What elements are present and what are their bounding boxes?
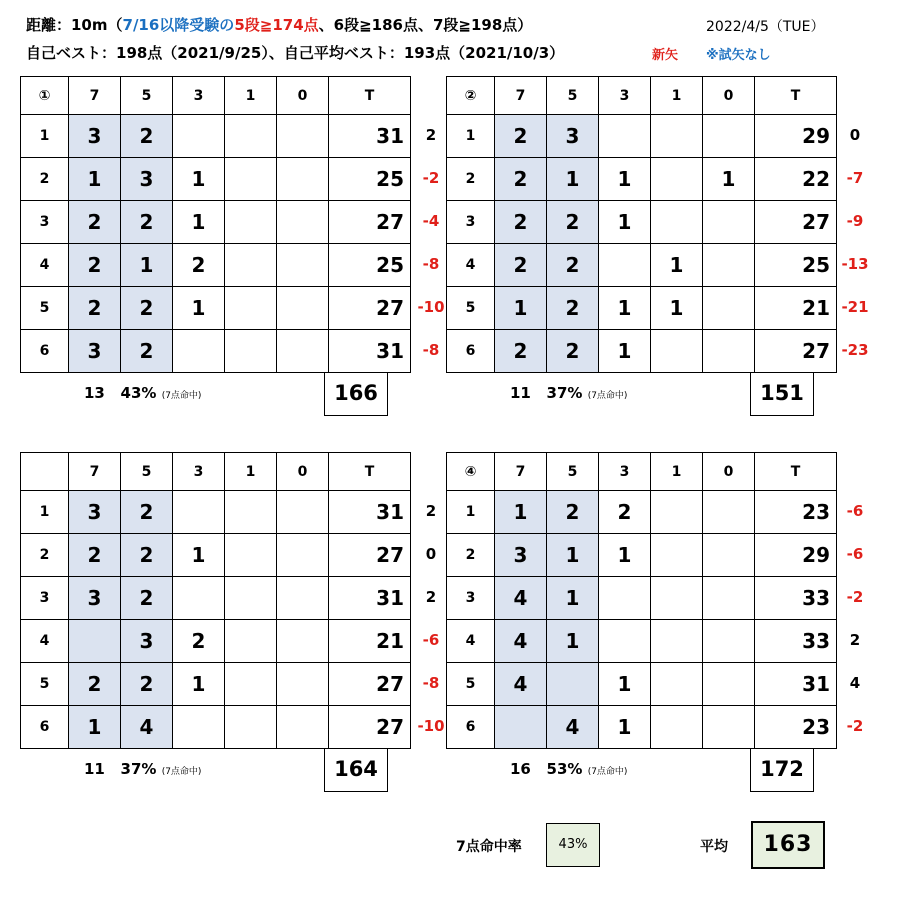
end-total: 23: [755, 491, 837, 534]
cumulative-diff: -6: [422, 631, 440, 649]
table-row: [447, 663, 837, 706]
count-cell: 2: [495, 330, 547, 373]
count-cell: [69, 620, 121, 663]
end-total: 25: [755, 244, 837, 287]
column-header: 5: [121, 453, 173, 491]
count-cell: [225, 663, 277, 706]
hit-summary: [84, 384, 201, 402]
count-cell: [225, 534, 277, 577]
cumulative-diff: -8: [422, 341, 440, 359]
cumulative-diff: 2: [425, 502, 437, 520]
end-number: 4: [447, 620, 495, 663]
end-number: 6: [447, 706, 495, 749]
cumulative-diff: 2: [425, 126, 437, 144]
hit-count: 13: [84, 384, 105, 402]
end-number: 2: [447, 534, 495, 577]
count-cell: [225, 491, 277, 534]
count-cell: [703, 287, 755, 330]
end-number: 5: [447, 663, 495, 706]
end-number: 2: [447, 158, 495, 201]
count-cell: 2: [547, 201, 599, 244]
hit-count: 11: [510, 384, 531, 402]
round-number: ①: [21, 77, 69, 115]
table-row: [21, 534, 411, 577]
end-total: 33: [755, 620, 837, 663]
count-cell: 1: [599, 158, 651, 201]
end-number: 5: [447, 287, 495, 330]
count-cell: 2: [121, 577, 173, 620]
end-number: 3: [21, 577, 69, 620]
end-total: 31: [329, 491, 411, 534]
table-row: [447, 287, 837, 330]
count-cell: 2: [121, 491, 173, 534]
count-cell: [651, 663, 703, 706]
round-total: 166: [324, 372, 388, 416]
cumulative-diff: 4: [849, 674, 861, 692]
count-cell: 1: [599, 201, 651, 244]
count-cell: 2: [547, 491, 599, 534]
cumulative-diff: 0: [849, 126, 861, 144]
count-cell: [173, 330, 225, 373]
count-cell: [173, 115, 225, 158]
count-cell: [703, 620, 755, 663]
end-total: 29: [755, 534, 837, 577]
round-total: 151: [750, 372, 814, 416]
count-cell: 2: [495, 158, 547, 201]
table-row: [21, 158, 411, 201]
cumulative-diff: 0: [425, 545, 437, 563]
legend-new-arrows: 新矢: [652, 48, 679, 63]
end-number: 6: [21, 330, 69, 373]
count-cell: 1: [173, 287, 225, 330]
count-cell: 2: [121, 663, 173, 706]
count-cell: [225, 287, 277, 330]
column-header: 7: [495, 77, 547, 115]
end-total: 27: [329, 706, 411, 749]
table-row: [21, 620, 411, 663]
count-cell: 1: [547, 620, 599, 663]
end-total: 31: [329, 577, 411, 620]
table-row: [21, 491, 411, 534]
hit-note: (7点命中): [587, 391, 628, 401]
count-cell: [703, 577, 755, 620]
count-cell: [703, 663, 755, 706]
round-number: ④: [447, 453, 495, 491]
cumulative-diff: -23: [841, 341, 869, 359]
count-cell: 2: [69, 534, 121, 577]
count-cell: 3: [495, 534, 547, 577]
count-cell: [651, 706, 703, 749]
end-number: 3: [21, 201, 69, 244]
distance-title: [26, 14, 532, 35]
count-cell: [651, 115, 703, 158]
hit-count: 16: [510, 760, 531, 778]
count-cell: [495, 706, 547, 749]
column-header: 7: [69, 453, 121, 491]
column-header: T: [329, 453, 411, 491]
count-cell: 4: [495, 663, 547, 706]
count-cell: 2: [495, 115, 547, 158]
legend-no-test-arrows: ※試矢なし: [706, 48, 771, 63]
column-header: 7: [495, 453, 547, 491]
count-cell: [651, 577, 703, 620]
count-cell: [225, 244, 277, 287]
count-cell: [277, 663, 329, 706]
cumulative-diff: -2: [846, 588, 864, 606]
end-total: 31: [329, 330, 411, 373]
count-cell: 3: [69, 577, 121, 620]
end-number: 3: [447, 201, 495, 244]
grade5-threshold: 5段≧174点: [234, 16, 319, 34]
cumulative-diff: -9: [846, 212, 864, 230]
count-cell: [703, 534, 755, 577]
hit-note: (7点命中): [161, 767, 202, 777]
end-total: 33: [755, 577, 837, 620]
end-total: 22: [755, 158, 837, 201]
count-cell: [277, 158, 329, 201]
count-cell: [599, 620, 651, 663]
count-cell: 1: [173, 158, 225, 201]
end-number: 3: [447, 577, 495, 620]
count-cell: 1: [547, 158, 599, 201]
count-cell: 1: [651, 287, 703, 330]
count-cell: [173, 706, 225, 749]
end-total: 27: [329, 534, 411, 577]
round-number: ②: [447, 77, 495, 115]
count-cell: [277, 115, 329, 158]
hit-percent: 53%: [546, 760, 583, 778]
average-label: 平均: [700, 839, 728, 855]
count-cell: [277, 201, 329, 244]
end-number: 2: [21, 158, 69, 201]
count-cell: [599, 115, 651, 158]
count-cell: 1: [547, 534, 599, 577]
cumulative-diff: -2: [846, 717, 864, 735]
column-header: 5: [547, 453, 599, 491]
cumulative-diff: -8: [422, 674, 440, 692]
cumulative-diff: 2: [425, 588, 437, 606]
count-cell: [703, 706, 755, 749]
count-cell: [225, 115, 277, 158]
count-cell: 2: [547, 287, 599, 330]
column-header: 0: [277, 453, 329, 491]
end-total: 27: [329, 663, 411, 706]
count-cell: 2: [495, 244, 547, 287]
count-cell: 1: [173, 663, 225, 706]
table-row: [447, 577, 837, 620]
end-total: 29: [755, 115, 837, 158]
count-cell: 2: [173, 244, 225, 287]
round-number: [21, 453, 69, 491]
hit-rate-label: 7点命中率: [456, 839, 522, 855]
column-header: 3: [173, 453, 225, 491]
table-row: [21, 330, 411, 373]
count-cell: 2: [547, 330, 599, 373]
count-cell: 2: [121, 201, 173, 244]
count-cell: 1: [651, 244, 703, 287]
count-cell: [173, 577, 225, 620]
count-cell: 2: [495, 201, 547, 244]
end-total: 23: [755, 706, 837, 749]
count-cell: [225, 330, 277, 373]
table-row: [447, 244, 837, 287]
count-cell: [173, 491, 225, 534]
count-cell: [277, 620, 329, 663]
table-row: [21, 115, 411, 158]
end-number: 4: [447, 244, 495, 287]
end-number: 5: [21, 663, 69, 706]
hit-count: 11: [84, 760, 105, 778]
count-cell: 1: [599, 330, 651, 373]
count-cell: [599, 244, 651, 287]
count-cell: [651, 330, 703, 373]
round-total: 172: [750, 748, 814, 792]
count-cell: 1: [69, 706, 121, 749]
table-row: [21, 287, 411, 330]
scorecard-table: [20, 76, 411, 373]
cumulative-diff: -13: [841, 255, 869, 273]
cumulative-diff: -7: [846, 169, 864, 187]
count-cell: 4: [495, 620, 547, 663]
hit-note: (7点命中): [587, 767, 628, 777]
column-header: T: [755, 77, 837, 115]
count-cell: [225, 577, 277, 620]
column-header: T: [755, 453, 837, 491]
column-header: 7: [69, 77, 121, 115]
scorecard-table: [20, 452, 411, 749]
end-number: 4: [21, 620, 69, 663]
count-cell: [703, 115, 755, 158]
count-cell: [225, 620, 277, 663]
grade-thresholds: 、6段≧186点、7段≧198点）: [318, 16, 533, 34]
column-header: 3: [599, 77, 651, 115]
end-total: 25: [329, 244, 411, 287]
cumulative-diff: -6: [846, 502, 864, 520]
column-header: 0: [703, 453, 755, 491]
count-cell: 3: [547, 115, 599, 158]
cumulative-diff: -6: [846, 545, 864, 563]
average-value: 163: [751, 821, 825, 869]
count-cell: 1: [599, 663, 651, 706]
exam-condition: 7/16以降受験の: [122, 16, 235, 34]
count-cell: [225, 201, 277, 244]
column-header: 3: [173, 77, 225, 115]
end-number: 1: [447, 491, 495, 534]
count-cell: 4: [121, 706, 173, 749]
count-cell: [277, 491, 329, 534]
table-row: [21, 244, 411, 287]
column-header: 3: [599, 453, 651, 491]
table-row: [21, 577, 411, 620]
end-total: 27: [755, 201, 837, 244]
table-row: [447, 620, 837, 663]
count-cell: 2: [69, 244, 121, 287]
count-cell: 2: [547, 244, 599, 287]
column-header: 1: [225, 453, 277, 491]
end-total: 27: [755, 330, 837, 373]
end-number: 1: [21, 115, 69, 158]
count-cell: [703, 330, 755, 373]
table-row: [21, 663, 411, 706]
column-header: 5: [547, 77, 599, 115]
round-total: 164: [324, 748, 388, 792]
table-row: [447, 201, 837, 244]
table-row: [447, 534, 837, 577]
count-cell: 4: [547, 706, 599, 749]
end-total: 21: [329, 620, 411, 663]
cumulative-diff: -10: [417, 717, 445, 735]
cumulative-diff: -21: [841, 298, 869, 316]
hit-percent: 37%: [546, 384, 583, 402]
count-cell: 1: [495, 491, 547, 534]
count-cell: 1: [495, 287, 547, 330]
count-cell: 2: [69, 663, 121, 706]
count-cell: 1: [599, 706, 651, 749]
count-cell: 1: [173, 201, 225, 244]
table-row: [447, 158, 837, 201]
count-cell: 2: [69, 287, 121, 330]
count-cell: 3: [121, 620, 173, 663]
count-cell: [651, 620, 703, 663]
table-row: [21, 201, 411, 244]
count-cell: [277, 534, 329, 577]
count-cell: 2: [121, 287, 173, 330]
hit-note: (7点命中): [161, 391, 202, 401]
hit-rate-value: 43%: [546, 823, 600, 867]
end-number: 2: [21, 534, 69, 577]
count-cell: [277, 244, 329, 287]
table-row: [447, 115, 837, 158]
cumulative-diff: 2: [849, 631, 861, 649]
column-header: 1: [225, 77, 277, 115]
count-cell: 2: [121, 534, 173, 577]
count-cell: [225, 706, 277, 749]
count-cell: 3: [69, 115, 121, 158]
column-header: 0: [703, 77, 755, 115]
count-cell: 3: [69, 491, 121, 534]
count-cell: 3: [69, 330, 121, 373]
count-cell: 2: [121, 330, 173, 373]
end-total: 27: [329, 287, 411, 330]
scorecard-table: [446, 452, 837, 749]
cumulative-diff: -2: [422, 169, 440, 187]
end-total: 21: [755, 287, 837, 330]
distance-label: 距離：10m（: [26, 16, 123, 34]
personal-best: 自己ベスト：198点（2021/9/25）、自己平均ベスト：193点（2021/10/3）: [26, 44, 565, 62]
count-cell: [547, 663, 599, 706]
cumulative-diff: -8: [422, 255, 440, 273]
count-cell: [651, 201, 703, 244]
count-cell: 1: [599, 534, 651, 577]
count-cell: 3: [121, 158, 173, 201]
end-total: 27: [329, 201, 411, 244]
end-number: 1: [447, 115, 495, 158]
column-header: 5: [121, 77, 173, 115]
count-cell: 1: [599, 287, 651, 330]
scorecard-table: [446, 76, 837, 373]
count-cell: [225, 158, 277, 201]
count-cell: 1: [547, 577, 599, 620]
count-cell: 2: [121, 115, 173, 158]
table-row: [447, 706, 837, 749]
column-header: 0: [277, 77, 329, 115]
table-row: [21, 706, 411, 749]
count-cell: [651, 491, 703, 534]
end-number: 6: [21, 706, 69, 749]
count-cell: [703, 244, 755, 287]
session-date: 2022/4/5（TUE）: [706, 19, 825, 35]
table-row: [447, 330, 837, 373]
count-cell: [651, 534, 703, 577]
count-cell: [651, 158, 703, 201]
count-cell: 2: [173, 620, 225, 663]
count-cell: [703, 491, 755, 534]
count-cell: [277, 330, 329, 373]
end-total: 31: [755, 663, 837, 706]
count-cell: 2: [599, 491, 651, 534]
end-total: 25: [329, 158, 411, 201]
count-cell: [277, 706, 329, 749]
end-number: 1: [21, 491, 69, 534]
count-cell: [599, 577, 651, 620]
count-cell: [703, 201, 755, 244]
hit-percent: 43%: [120, 384, 157, 402]
hit-summary: [84, 760, 201, 778]
cumulative-diff: -4: [422, 212, 440, 230]
count-cell: 1: [173, 534, 225, 577]
end-number: 4: [21, 244, 69, 287]
count-cell: 4: [495, 577, 547, 620]
hit-summary: [510, 384, 627, 402]
count-cell: 2: [69, 201, 121, 244]
hit-percent: 37%: [120, 760, 157, 778]
table-row: [447, 491, 837, 534]
count-cell: 1: [703, 158, 755, 201]
cumulative-diff: -10: [417, 298, 445, 316]
column-header: 1: [651, 453, 703, 491]
count-cell: 1: [121, 244, 173, 287]
count-cell: [277, 287, 329, 330]
count-cell: 1: [69, 158, 121, 201]
end-number: 6: [447, 330, 495, 373]
column-header: T: [329, 77, 411, 115]
count-cell: [277, 577, 329, 620]
hit-summary: [510, 760, 627, 778]
end-total: 31: [329, 115, 411, 158]
end-number: 5: [21, 287, 69, 330]
column-header: 1: [651, 77, 703, 115]
